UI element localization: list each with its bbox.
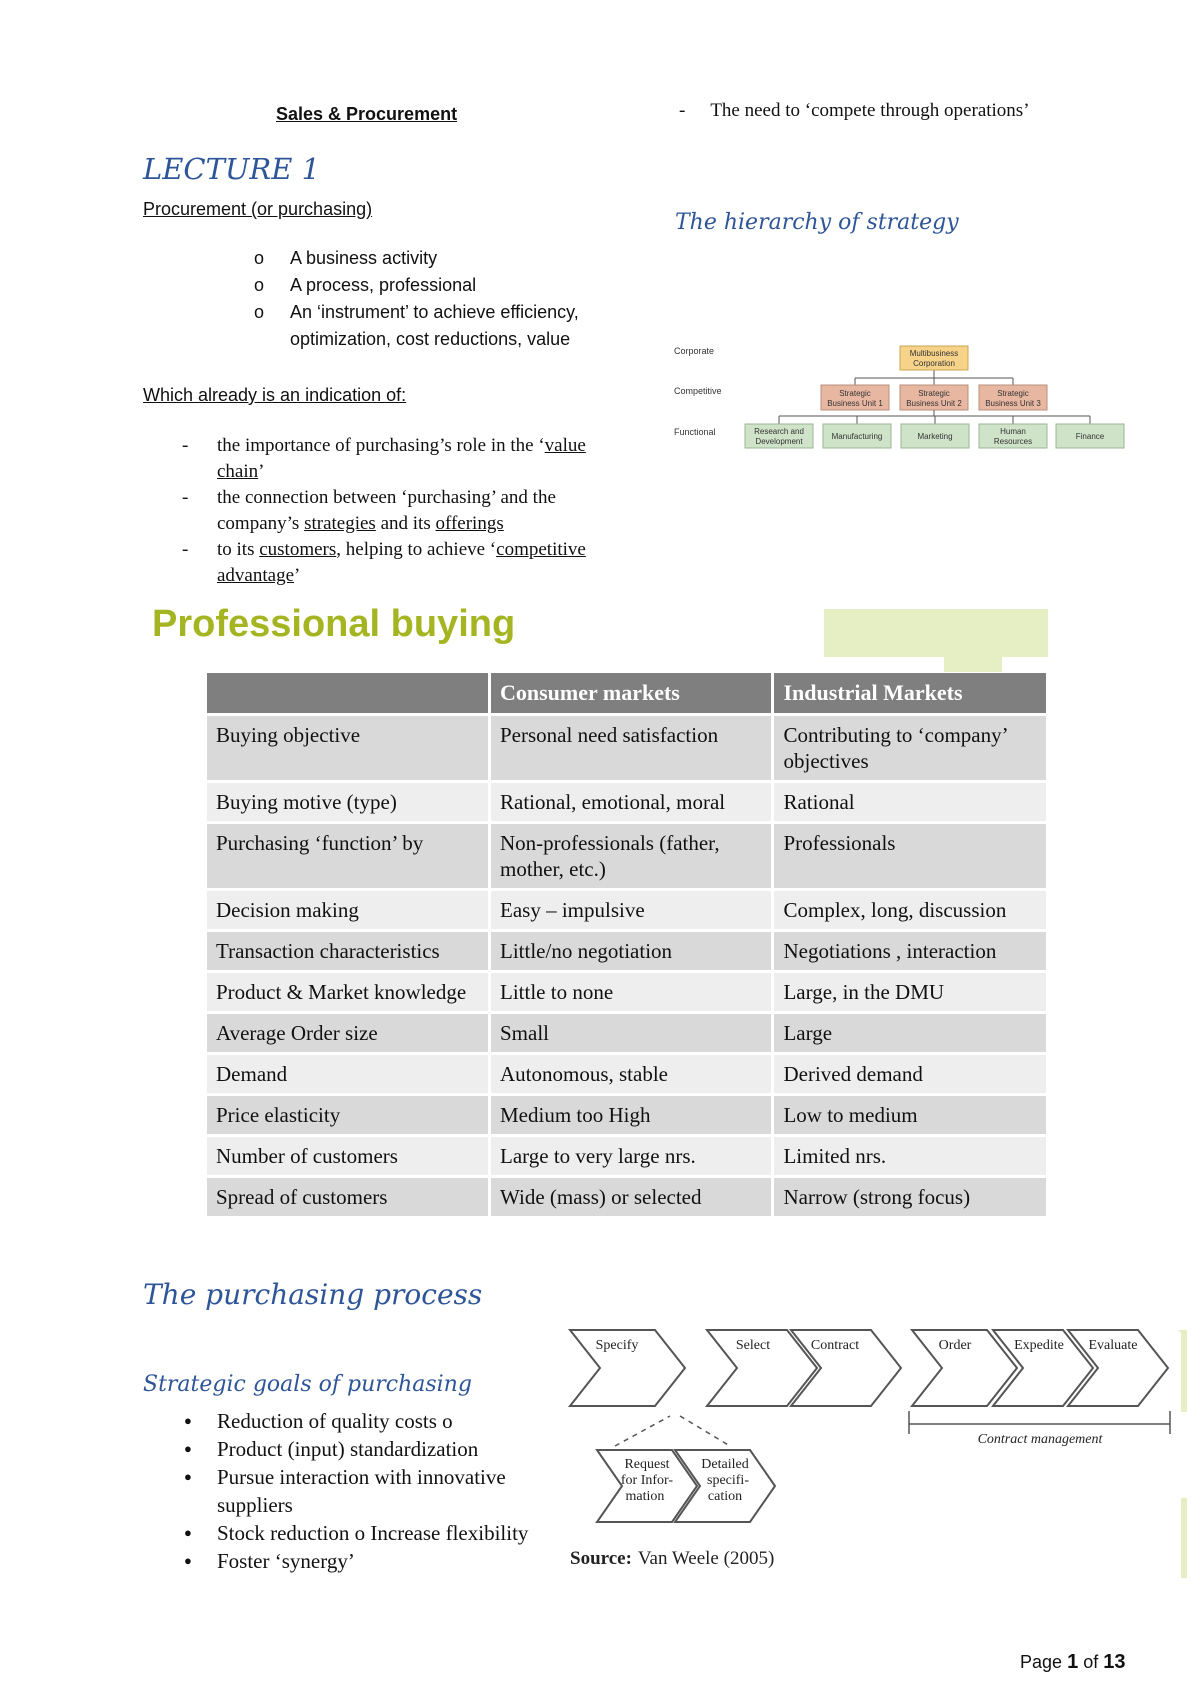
underlined-term: strategies [304, 513, 376, 534]
table-cell: Small [490, 1013, 773, 1054]
professional-buying-title: Professional buying [152, 603, 516, 645]
table-cell: Low to medium [773, 1095, 1048, 1136]
list-item: ● Foster ‘synergy’ [182, 1547, 532, 1575]
source-text: Van Weele (2005) [637, 1548, 775, 1569]
column-header [207, 673, 490, 715]
table-cell: Large, in the DMU [773, 972, 1048, 1013]
table-cell: Wide (mass) or selected [490, 1177, 773, 1218]
table-row [207, 782, 1048, 823]
table-cell: Large to very large nrs. [490, 1136, 773, 1177]
decorative-block [1181, 1498, 1187, 1578]
contract-management-label: Contract management [977, 1432, 1103, 1447]
table-row [207, 1054, 1048, 1095]
list-item: o A process, professional [254, 272, 584, 299]
strategic-goals-heading: Strategic goals of purchasing [143, 1372, 472, 1397]
underlined-term: customers [259, 539, 337, 560]
lecture-title: LECTURE 1 [143, 152, 321, 186]
list-item: ● Reduction of quality costs o [182, 1407, 532, 1435]
list-item [182, 537, 602, 589]
indication-heading: Which already is an indication of: [143, 385, 407, 405]
table-cell: Buying motive (type) [207, 782, 490, 823]
table-cell: Price elasticity [207, 1095, 490, 1136]
table-cell: Contributing to ‘company’ objectives [773, 715, 1048, 782]
underlined-term: value chain [217, 435, 586, 482]
box-label: Business Unit 2 [906, 399, 962, 408]
column-header: Consumer markets [490, 673, 773, 715]
step-label: Select [735, 1338, 771, 1353]
step-label: specifi- [707, 1473, 749, 1488]
step-label: mation [625, 1489, 665, 1504]
text-span: and its [375, 513, 436, 534]
table-cell: Professionals [773, 823, 1048, 890]
box-label: Human [1000, 427, 1026, 436]
box-label: Resources [993, 437, 1033, 446]
table-cell: Decision making [207, 890, 490, 931]
box-label: Finance [1075, 432, 1105, 441]
table-cell: Purchasing ‘function’ by [207, 823, 490, 890]
text-span: ’ [294, 565, 301, 586]
table-cell: Rational [773, 782, 1048, 823]
box-label: Corporation [913, 359, 955, 368]
text-span: , helping to achieve ‘ [336, 539, 497, 560]
indication-list [182, 433, 602, 589]
level-label: Corporate [674, 346, 715, 356]
table-cell: Demand [207, 1054, 490, 1095]
dashed-connector [615, 1416, 730, 1446]
table-cell: Little/no negotiation [490, 931, 773, 972]
professional-buying-table [207, 673, 1049, 1219]
table-header-row [207, 673, 1048, 715]
box-label: Strategic [997, 389, 1029, 398]
table-cell: Large [773, 1013, 1048, 1054]
text-span: to its [217, 539, 260, 560]
table-cell: Product & Market knowledge [207, 972, 490, 1013]
table-cell: Rational, emotional, moral [490, 782, 773, 823]
table-cell: Personal need satisfaction [490, 715, 773, 782]
table-cell: Non-professionals (father, mother, etc.) [490, 823, 773, 890]
table-cell: Limited nrs. [773, 1136, 1048, 1177]
list-item: o A business activity [254, 245, 584, 272]
text-span: ’ [258, 461, 265, 482]
hierarchy-org-chart [672, 340, 1132, 455]
procurement-heading: Procurement (or purchasing) [143, 199, 373, 219]
procurement-list [254, 245, 584, 353]
step-label: Contract [810, 1338, 860, 1353]
compete-item [710, 100, 1030, 122]
box-label: Strategic [839, 389, 871, 398]
step-label: Evaluate [1088, 1338, 1138, 1353]
box-label: Strategic [918, 389, 950, 398]
table-cell: Number of customers [207, 1136, 490, 1177]
table-row [207, 1136, 1048, 1177]
purchasing-process-diagram [565, 1318, 1190, 1580]
of-word: of [1083, 1652, 1099, 1672]
step-label: Specify [595, 1338, 639, 1353]
underlined-term: offerings [435, 513, 504, 534]
table-row [207, 715, 1048, 782]
table-cell: Derived demand [773, 1054, 1048, 1095]
decorative-block [824, 609, 1048, 657]
table-cell: Transaction characteristics [207, 931, 490, 972]
table-cell: Easy – impulsive [490, 890, 773, 931]
table-cell: Negotiations , interaction [773, 931, 1048, 972]
table-cell: Buying objective [207, 715, 490, 782]
table-row [207, 1095, 1048, 1136]
decorative-block [944, 657, 1002, 672]
sbu-boxes [821, 385, 1047, 410]
functional-boxes [745, 424, 1124, 448]
text-span: The need to ‘compete through operations’ [710, 100, 1030, 121]
step-label: Expedite [1014, 1338, 1064, 1353]
page-word: Page [1020, 1652, 1063, 1672]
box-label: Business Unit 3 [985, 399, 1041, 408]
table-cell: Autonomous, stable [490, 1054, 773, 1095]
list-item: ● Stock reduction o Increase flexibility [182, 1519, 532, 1547]
step-label: Detailed [701, 1457, 749, 1472]
source-label: Source: [570, 1548, 632, 1569]
level-label: Competitive [674, 386, 722, 396]
table-row [207, 931, 1048, 972]
hierarchy-heading: The hierarchy of strategy [675, 210, 959, 235]
strategic-goals-list [182, 1407, 532, 1575]
step-label: for Infor- [620, 1473, 674, 1488]
page-number [1020, 1651, 1125, 1674]
current-page: 1 [1067, 1651, 1079, 1673]
table-row [207, 972, 1048, 1013]
step-label: Request [624, 1457, 670, 1472]
level-label: Functional [674, 427, 716, 437]
list-item [182, 433, 602, 485]
text-span: the connection between ‘purchasing’ and the company’s [217, 487, 556, 534]
step-label: cation [707, 1489, 743, 1504]
box-label: Business Unit 1 [827, 399, 883, 408]
box-label: Manufacturing [831, 432, 883, 441]
column-header: Industrial Markets [773, 673, 1048, 715]
table-cell: Little to none [490, 972, 773, 1013]
table-row [207, 823, 1048, 890]
list-item [182, 485, 602, 537]
table-cell: Spread of customers [207, 1177, 490, 1218]
box-label: Research and [754, 427, 804, 436]
box-label: Development [755, 437, 803, 446]
list-item: ● Pursue interaction with innovative suppliers [182, 1463, 532, 1519]
table-cell: Complex, long, discussion [773, 890, 1048, 931]
box-label: Multibusiness [909, 349, 959, 358]
table-cell: Narrow (strong focus) [773, 1177, 1048, 1218]
step-label: Order [938, 1338, 972, 1353]
purchasing-process-heading: The purchasing process [143, 1278, 483, 1311]
table-row [207, 890, 1048, 931]
table-cell: Average Order size [207, 1013, 490, 1054]
total-pages: 13 [1103, 1651, 1126, 1673]
list-item: ● Product (input) standardization [182, 1435, 532, 1463]
text-span: the importance of purchasing’s role in the ‘ [217, 435, 545, 456]
underlined-term: competitive advantage [217, 539, 586, 586]
table-row [207, 1013, 1048, 1054]
source-citation [570, 1548, 774, 1569]
table-cell: Medium too High [490, 1095, 773, 1136]
box-label: Marketing [917, 432, 953, 441]
decorative-block [1181, 1330, 1187, 1412]
document-header: Sales & Procurement [276, 104, 458, 124]
list-item: o An ‘instrument’ to achieve efficiency, optimization, cost reductions, value [254, 299, 584, 353]
table-row [207, 1177, 1048, 1218]
contract-management-bracket [909, 1411, 1170, 1434]
